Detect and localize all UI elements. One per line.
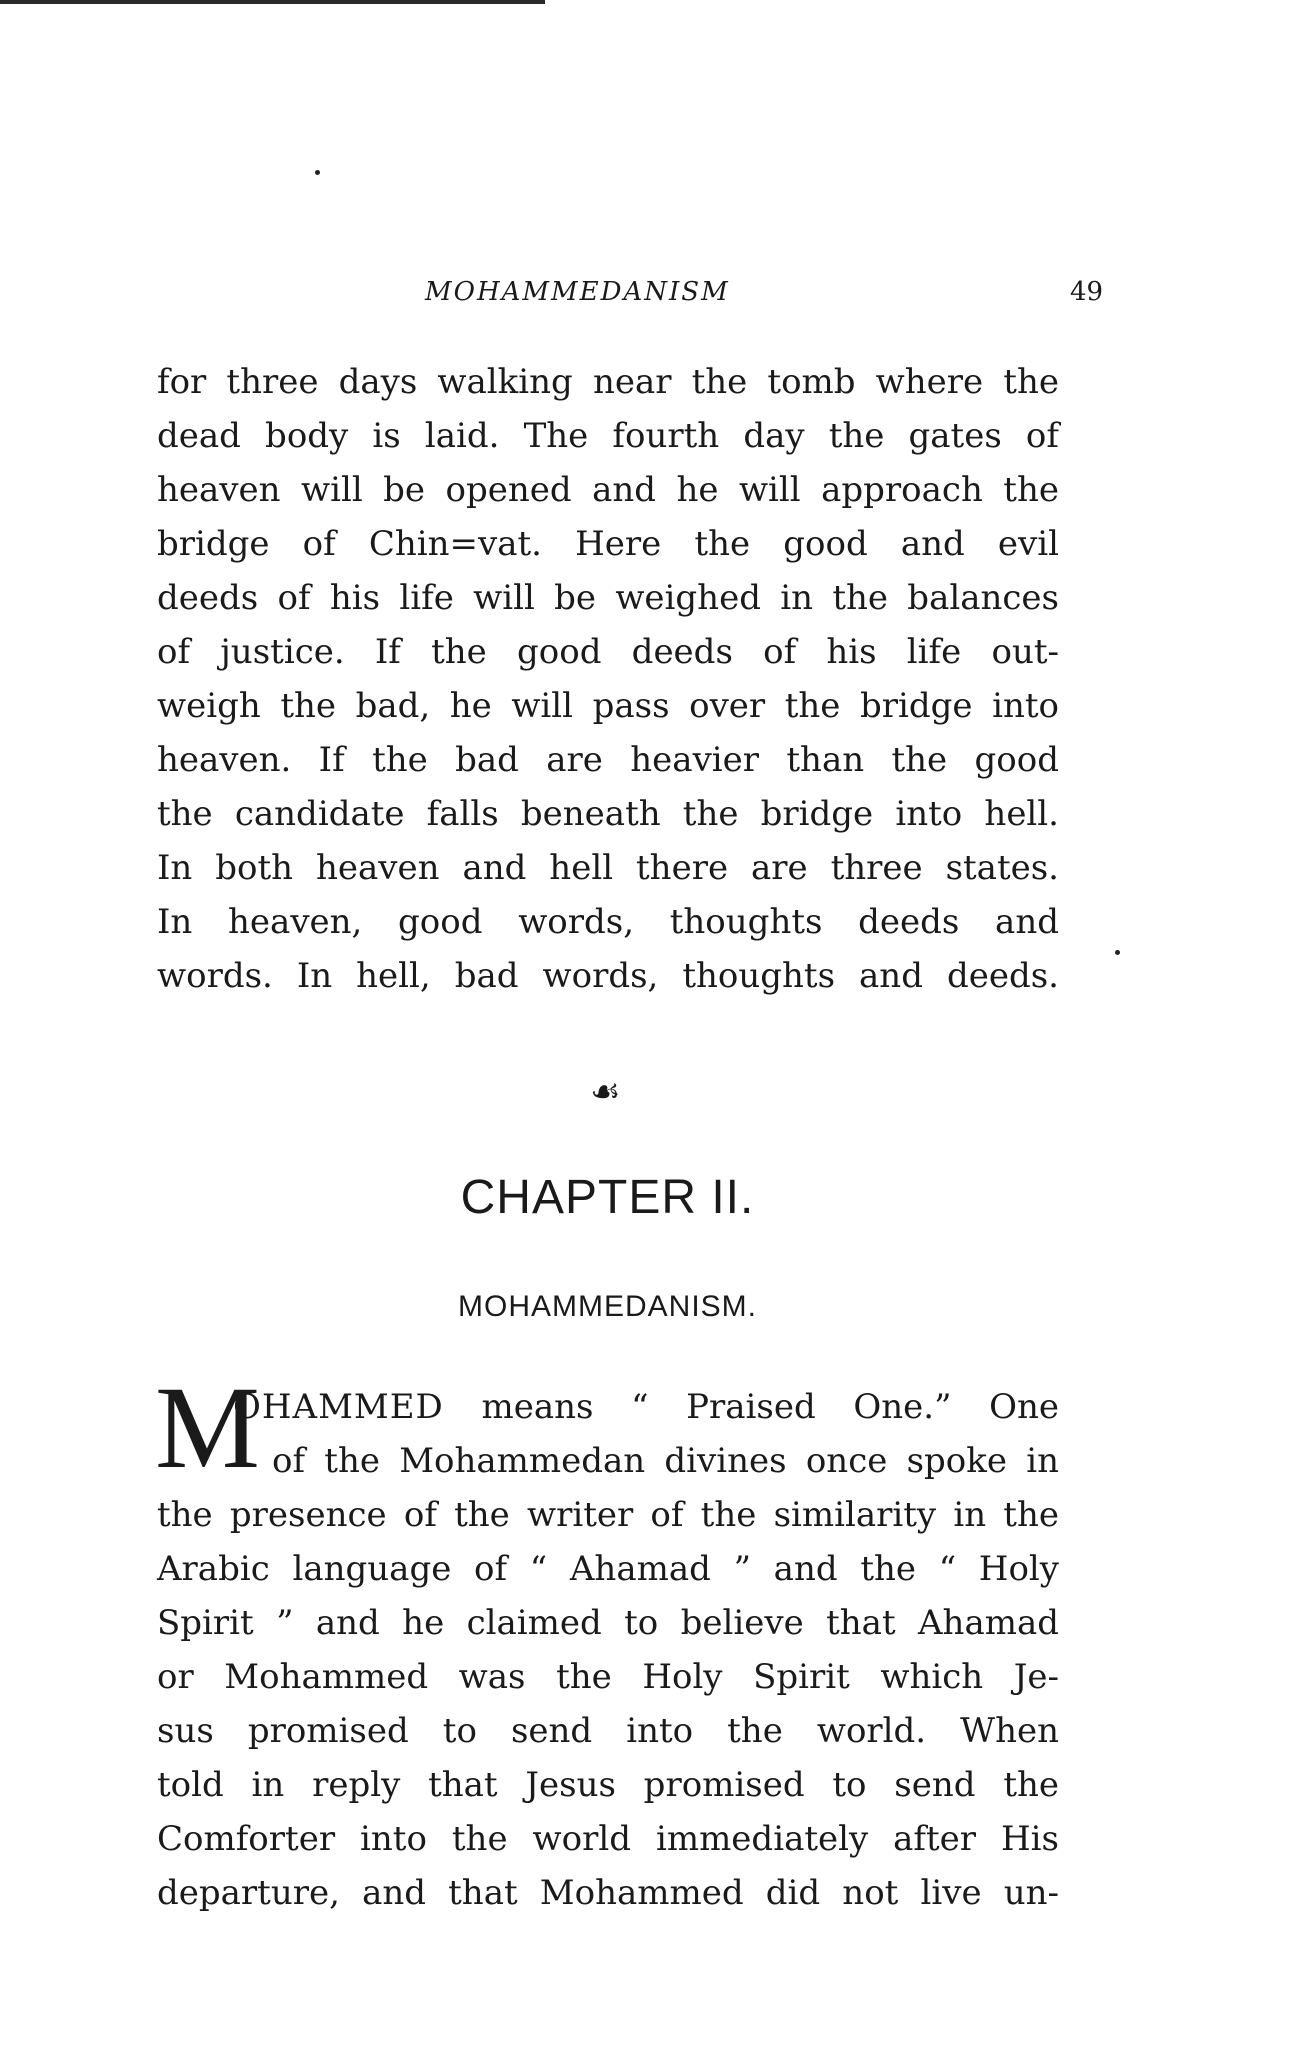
text-line: heaven. If the bad are heavier than the good: [157, 740, 1059, 780]
text-line: of the Mohammedan divines once spoke in: [272, 1441, 1059, 1481]
top-edge-rule: [0, 0, 545, 4]
text-line: weigh the bad, he will pass over the bridge into: [157, 686, 1059, 726]
text-line: told in reply that Jesus promised to send the: [157, 1765, 1059, 1805]
text-line: sus promised to send into the world. When: [157, 1711, 1059, 1751]
text-line: the presence of the writer of the similarity in the: [157, 1495, 1059, 1535]
text-line: Spirit ” and he claimed to believe that Ahamad: [157, 1603, 1059, 1643]
text-line: heaven will be opened and he will approach the: [157, 470, 1059, 510]
text-line: dead body is laid. The fourth day the gates of: [157, 416, 1059, 456]
text-line: In both heaven and hell there are three states.: [157, 848, 1059, 888]
page-number: 49: [1070, 277, 1104, 307]
first-line-rest: means “ Praised One.” One: [481, 1387, 1059, 1427]
chapter-subtitle: MOHAMMEDANISM.: [458, 1290, 757, 1323]
ink-speck: [1115, 950, 1120, 955]
text-line: departure, and that Mohammed did not live un-: [157, 1873, 1059, 1913]
text-line: Comforter into the world immediately after His: [157, 1819, 1059, 1859]
chapter-first-line: [233, 1380, 1059, 1434]
ink-speck: [315, 170, 320, 175]
first-line-caps: OHAMMED: [233, 1387, 444, 1427]
text-line: In heaven, good words, thoughts deeds and: [157, 902, 1059, 942]
text-line: deeds of his life will be weighed in the balances: [157, 578, 1059, 618]
text-line: bridge of Chin=vat. Here the good and evil: [157, 524, 1059, 564]
text-line: the candidate falls beneath the bridge into hell.: [157, 794, 1059, 834]
text-line: or Mohammed was the Holy Spirit which Je-: [157, 1657, 1059, 1697]
drop-cap: M: [155, 1362, 260, 1493]
text-line: of justice. If the good deeds of his life out-: [157, 632, 1059, 672]
text-line: Arabic language of “ Ahamad ” and the “ Holy: [157, 1549, 1059, 1589]
section-ornament-icon: ☙: [590, 1072, 621, 1112]
text-line: words. In hell, bad words, thoughts and deeds.: [157, 956, 1059, 996]
running-head-title: MOHAMMEDANISM: [425, 277, 730, 307]
chapter-heading: CHAPTER II.: [460, 1171, 755, 1224]
text-line: for three days walking near the tomb where the: [157, 362, 1059, 402]
